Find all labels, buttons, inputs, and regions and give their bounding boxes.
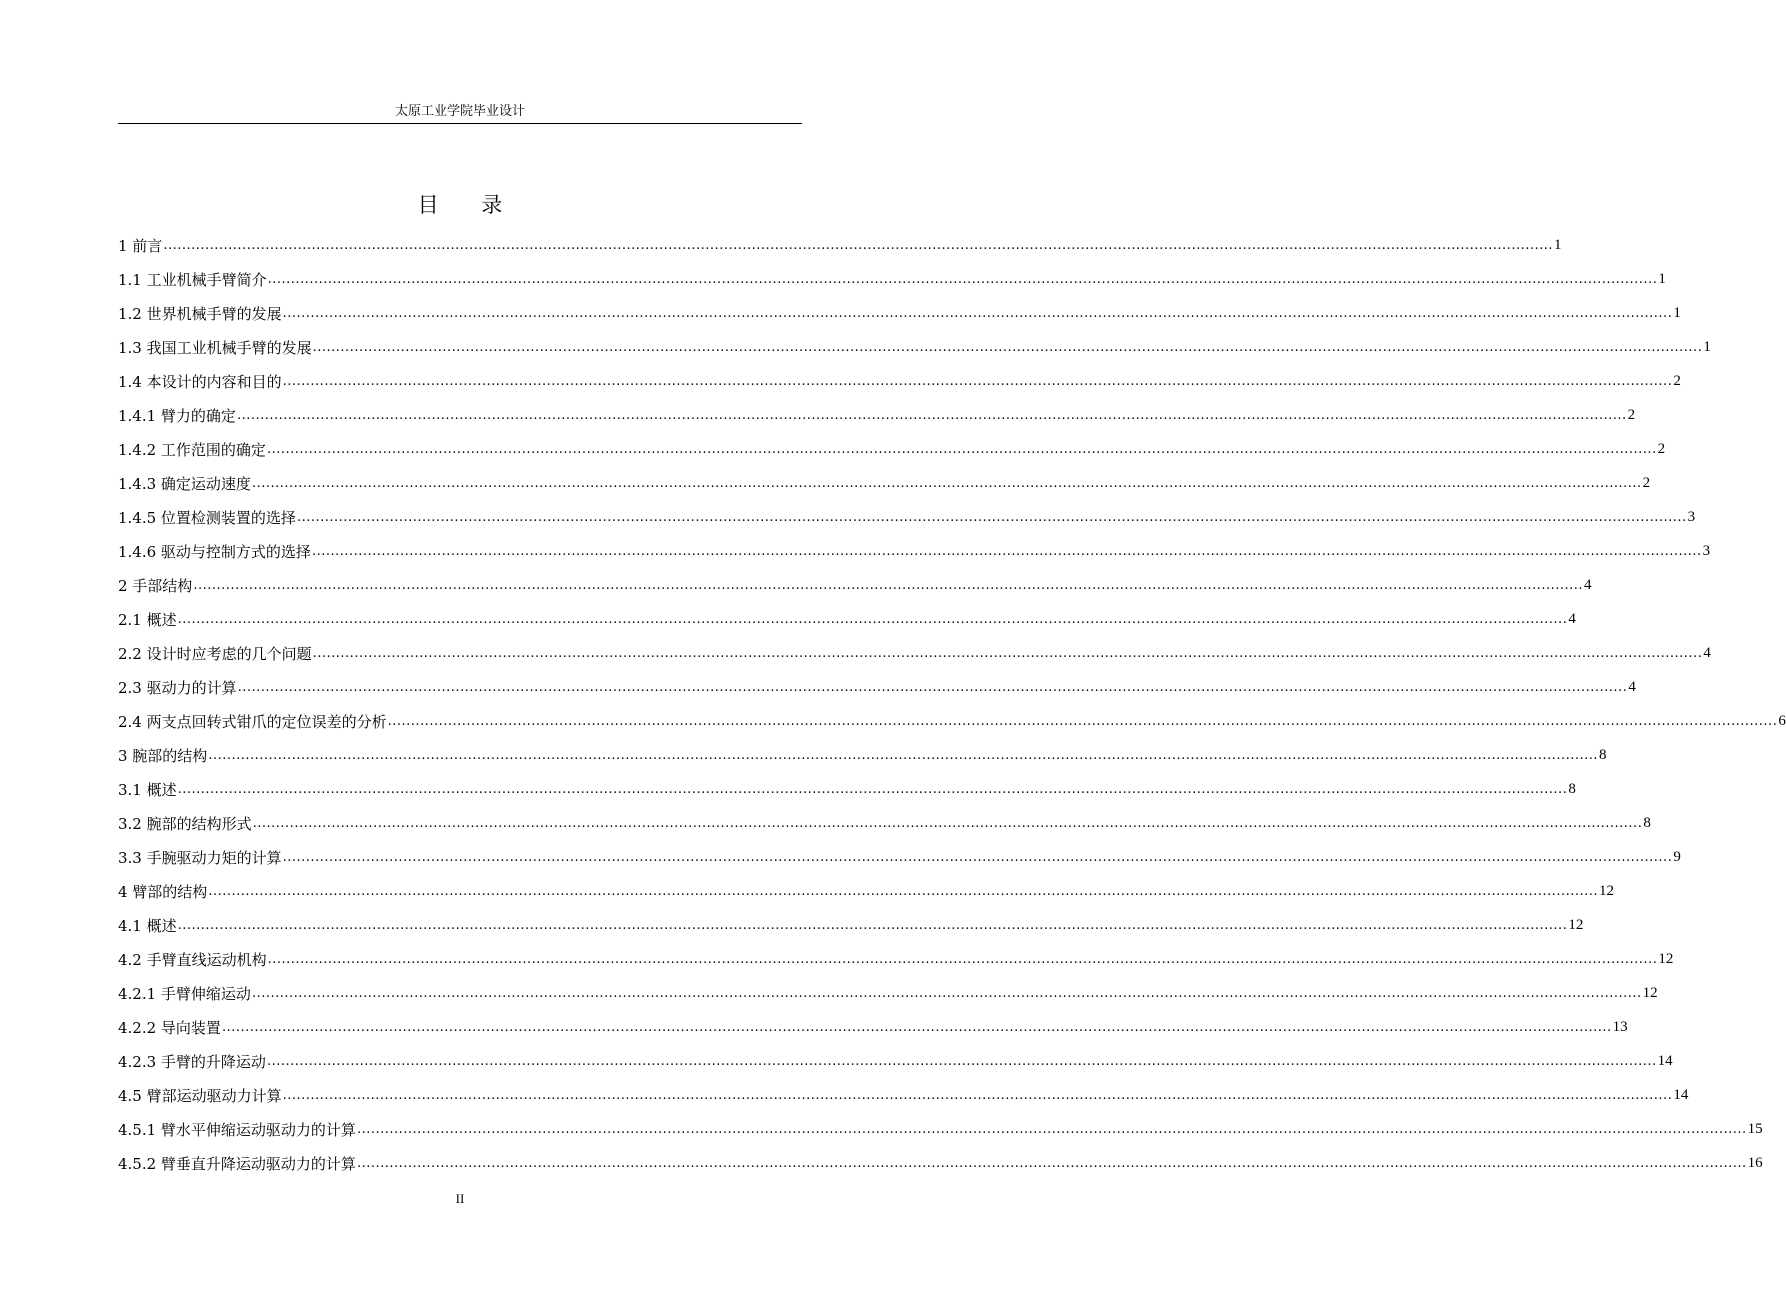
toc-entry-page: 15 [1747,1120,1763,1137]
toc-entry[interactable] [118,466,1651,500]
toc-leader-dots: ............................................................................................................................................................................................................................................................................................................ [252,815,1643,831]
toc-leader-dots: ............................................................................................................................................................................................................................................................................................................ [266,1053,1657,1069]
toc-entry-page: 12 [1658,950,1674,967]
toc-leader-dots: ............................................................................................................................................................................................................................................................................................................ [208,747,1599,763]
toc-entry-page: 1 [1703,338,1711,355]
toc-entry[interactable] [118,534,1711,568]
toc-entry-label: 4.2.2 导向装置 [118,1018,221,1037]
toc-entry-label: 4.2.1 手臂伸缩运动 [118,984,251,1003]
toc-entry[interactable] [118,330,1711,364]
toc-entry[interactable] [118,602,1576,636]
toc-entry-label: 1.4.5 位置检测装置的选择 [118,508,296,527]
toc-entry[interactable] [118,840,1681,874]
toc-leader-dots: ............................................................................................................................................................................................................................................................................................................ [236,407,1627,423]
toc-leader-dots: ............................................................................................................................................................................................................................................................................................................ [282,1087,1673,1103]
toc-entry-page: 2 [1642,474,1651,491]
toc-entry[interactable] [118,364,1681,398]
toc-entry-label: 2 手部结构 [118,576,193,595]
toc-entry-label: 3.1 概述 [118,780,177,799]
toc-leader-dots: ............................................................................................................................................................................................................................................................................................................ [208,883,1599,899]
toc-leader-dots: ............................................................................................................................................................................................................................................................................................................ [193,577,1584,593]
toc-leader-dots: ............................................................................................................................................................................................................................................................................................................ [251,475,1642,491]
toc-entry-page: 13 [1612,1018,1628,1035]
toc-entry-label: 1.1 工业机械手臂简介 [118,270,267,289]
toc-entry-label: 2.3 驱动力的计算 [118,678,237,697]
toc-entry-label: 4.2.3 手臂的升降运动 [118,1052,266,1071]
toc-entry-page: 9 [1673,848,1681,865]
toc-entry[interactable] [118,262,1666,296]
page-number: II [455,1191,465,1206]
toc-entry-label: 4.2 手臂直线运动机构 [118,950,267,969]
toc-entry-page: 8 [1599,746,1607,763]
toc-entry-page: 14 [1657,1052,1673,1069]
toc-entry-label: 1.4.6 驱动与控制方式的选择 [118,542,311,561]
toc-leader-dots: ............................................................................................................................................................................................................................................................................................................ [312,645,1703,661]
table-of-contents [118,228,1786,1180]
toc-leader-dots: ............................................................................................................................................................................................................................................................................................................ [282,849,1673,865]
toc-entry[interactable] [118,228,1562,262]
toc-leader-dots: ............................................................................................................................................................................................................................................................................................................ [251,985,1642,1001]
toc-entry-page: 4 [1628,678,1636,695]
toc-entry[interactable] [118,704,1786,738]
toc-entry-page: 3 [1687,508,1696,525]
toc-leader-dots: ............................................................................................................................................................................................................................................................................................................ [177,917,1568,933]
toc-entry-label: 1 前言 [118,236,163,255]
toc-leader-dots: ............................................................................................................................................................................................................................................................................................................ [177,611,1568,627]
toc-entry[interactable] [118,874,1615,908]
toc-entry-page: 8 [1568,780,1576,797]
toc-entry[interactable] [118,1112,1763,1146]
toc-entry-page: 4 [1703,644,1711,661]
toc-entry-page: 8 [1643,814,1651,831]
toc-entry-label: 4.5 臂部运动驱动力计算 [118,1086,282,1105]
toc-leader-dots: ............................................................................................................................................................................................................................................................................................................ [163,237,1554,253]
toc-entry-page: 2 [1657,440,1666,457]
toc-leader-dots: ............................................................................................................................................................................................................................................................................................................ [356,1121,1747,1137]
toc-leader-dots: ............................................................................................................................................................................................................................................................................................................ [266,441,1657,457]
toc-leader-dots: ............................................................................................................................................................................................................................................................................................................ [387,713,1778,729]
toc-entry-page: 2 [1627,406,1636,423]
toc-leader-dots: ............................................................................................................................................................................................................................................................................................................ [282,305,1673,321]
toc-entry[interactable] [118,772,1576,806]
toc-entry-label: 1.4.3 确定运动速度 [118,474,251,493]
toc-entry-label: 3.2 腕部的结构形式 [118,814,252,833]
toc-entry[interactable] [118,636,1711,670]
toc-entry-label: 3 腕部的结构 [118,746,208,765]
toc-entry-label: 4.1 概述 [118,916,177,935]
toc-entry-label: 4 臂部的结构 [118,882,208,901]
toc-entry-page: 2 [1673,372,1681,389]
toc-entry-label: 1.2 世界机械手臂的发展 [118,304,282,323]
toc-leader-dots: ............................................................................................................................................................................................................................................................................................................ [312,339,1703,355]
toc-entry-page: 3 [1702,542,1711,559]
toc-entry-label: 4.5.1 臂水平伸缩运动驱动力的计算 [118,1120,356,1139]
toc-entry-page: 14 [1673,1086,1689,1103]
toc-entry-page: 12 [1568,916,1584,933]
toc-leader-dots: ............................................................................................................................................................................................................................................................................................................ [237,679,1628,695]
toc-entry[interactable] [118,1044,1673,1078]
toc-entry[interactable] [118,398,1636,432]
toc-entry-page: 12 [1642,984,1658,1001]
toc-entry[interactable] [118,806,1651,840]
toc-entry-page: 1 [1673,304,1681,321]
toc-entry-label: 1.4.2 工作范围的确定 [118,440,266,459]
toc-entry-page: 4 [1568,610,1576,627]
toc-leader-dots: ............................................................................................................................................................................................................................................................................................................ [311,543,1702,559]
toc-entry-page: 1 [1554,236,1562,253]
toc-leader-dots: ............................................................................................................................................................................................................................................................................................................ [267,951,1658,967]
toc-entry[interactable] [118,1010,1628,1044]
toc-entry[interactable] [118,1146,1763,1180]
toc-entry-page: 12 [1599,882,1615,899]
toc-entry[interactable] [118,1078,1689,1112]
toc-title: 目 录 [417,193,521,217]
toc-entry[interactable] [118,500,1696,534]
toc-entry-label: 2.1 概述 [118,610,177,629]
toc-entry-page: 4 [1584,576,1592,593]
toc-leader-dots: ............................................................................................................................................................................................................................................................................................................ [221,1019,1612,1035]
toc-entry[interactable] [118,976,1658,1010]
toc-entry-label: 1.3 我国工业机械手臂的发展 [118,338,312,357]
toc-leader-dots: ............................................................................................................................................................................................................................................................................................................ [267,271,1658,287]
toc-entry[interactable] [118,568,1592,602]
toc-entry-page: 6 [1778,712,1786,729]
toc-leader-dots: ............................................................................................................................................................................................................................................................................................................ [356,1155,1747,1171]
toc-entry-page: 1 [1658,270,1666,287]
toc-entry[interactable] [118,908,1584,942]
toc-entry-label: 3.3 手腕驱动力矩的计算 [118,848,282,867]
running-header: 太原工业学院毕业设计 [394,104,525,119]
toc-leader-dots: ............................................................................................................................................................................................................................................................................................................ [177,781,1568,797]
toc-entry[interactable] [118,296,1681,330]
toc-entry-label: 4.5.2 臂垂直升降运动驱动力的计算 [118,1154,356,1173]
toc-entry-label: 1.4.1 臂力的确定 [118,406,236,425]
toc-entry[interactable] [118,432,1666,466]
toc-leader-dots: ............................................................................................................................................................................................................................................................................................................ [296,509,1687,525]
toc-entry-page: 16 [1747,1154,1763,1171]
header-rule [118,123,802,124]
toc-leader-dots: ............................................................................................................................................................................................................................................................................................................ [282,373,1673,389]
toc-entry[interactable] [118,670,1636,704]
toc-entry[interactable] [118,942,1674,976]
toc-entry-label: 2.2 设计时应考虑的几个问题 [118,644,312,663]
toc-entry-label: 2.4 两支点回转式钳爪的定位误差的分析 [118,712,387,731]
toc-entry-label: 1.4 本设计的内容和目的 [118,372,282,391]
toc-entry[interactable] [118,738,1607,772]
